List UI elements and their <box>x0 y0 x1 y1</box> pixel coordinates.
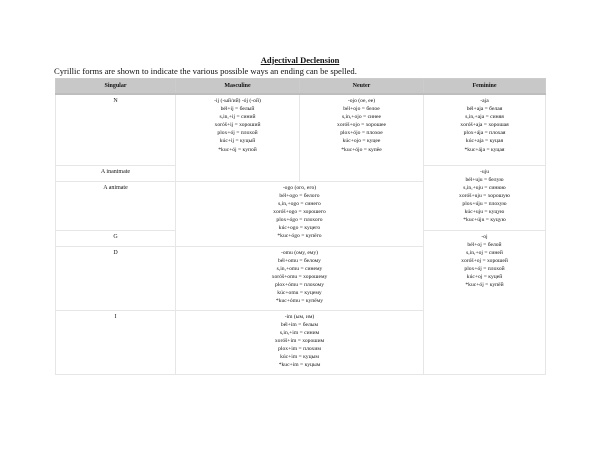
ending-label: -ogo (ого, его) <box>282 184 317 191</box>
example-line: bél+oj = белой <box>467 241 502 248</box>
example-line: bél+uju = белую <box>465 176 504 183</box>
fem-g-cell <box>424 230 546 374</box>
example-line: plox+úju = плохую <box>462 200 507 207</box>
example-line: xoróš+im = хорошим <box>274 337 325 344</box>
example-line: bél+ij = белый <box>220 106 255 113</box>
ending-label: -aja <box>480 98 489 104</box>
example-line: *kuc+ómu = купёму <box>275 298 324 305</box>
example-line: plox+im = плохим <box>278 345 321 352</box>
fem-a-cell <box>424 165 546 230</box>
example-line: bél+omu = белому <box>278 257 321 264</box>
example-line: xoróš+aja = хорошая <box>460 122 509 129</box>
ending-label: -oj <box>481 233 488 240</box>
example-line: kúc+omu = куцему <box>277 289 322 296</box>
example-line: *kuc+im = куцым <box>278 362 321 369</box>
document-title: Adjectival Declension <box>260 55 340 65</box>
example-line: s,in,+im = синим <box>279 329 320 336</box>
example-line: *kuc+ógo = купёго <box>277 233 322 240</box>
example-line: *kuc+ój = купёй <box>465 282 504 289</box>
example-line: kúc+ojo = куцее <box>342 138 381 145</box>
example-line: xoróš+omu = хорошему <box>271 273 328 280</box>
example-line: plox+ójo = плохое <box>340 130 383 137</box>
example-line: xoróš+ogo = хорошего <box>273 208 326 215</box>
header-row <box>56 79 546 95</box>
neut-n-cell <box>300 94 424 181</box>
example-line: s,in,+oj = синей <box>466 249 503 256</box>
header-singular: Singular <box>56 79 176 95</box>
header-feminine: Feminine <box>424 79 546 95</box>
example-line: plox+ój = плохой <box>217 130 258 137</box>
example-line: xoróš+oj = хорошей <box>461 257 508 264</box>
example-line: s,in,+aja = синяя <box>465 114 504 121</box>
example-line: s,in,+ogo = синего <box>278 200 321 207</box>
header-neuter: Neuter <box>300 79 424 95</box>
example-line: kúc+uju = куцую <box>464 208 505 215</box>
example-line: kúc+oj = куцей <box>466 273 503 280</box>
example-line: bél+ogo = белого <box>279 192 320 199</box>
mn-d-cell <box>176 246 424 310</box>
example-line: plox+ój = плохой <box>464 265 505 272</box>
example-line: plox+ómu = плохому <box>274 281 325 288</box>
example-line: bél+aja = белая <box>466 106 503 113</box>
ending-label: -ij (-ый/ий) -ój (-ой) <box>214 98 261 104</box>
example-line: *kuc+ój = купой <box>218 146 257 153</box>
example-line: s,in,+ojo = синее <box>341 114 381 121</box>
header-masculine: Masculine <box>176 79 300 95</box>
case-g: G <box>56 230 176 246</box>
case-a-animate: A animate <box>56 181 176 230</box>
case-d: D <box>56 246 176 310</box>
mn-g-cell <box>176 181 424 246</box>
example-line: kúc+aja = куцая <box>465 138 504 145</box>
example-line: bél+ojo = белое <box>343 106 380 113</box>
fem-n-cell <box>424 94 546 165</box>
intro-text: Cyrillic forms are shown to indicate the various possible ways an ending can be spelled. <box>54 66 357 76</box>
case-n: N <box>56 94 176 165</box>
row-nominative <box>56 94 546 165</box>
example-line: kúc+im = куцым <box>280 353 319 360</box>
masc-n-cell <box>176 94 300 181</box>
example-line: s,in,+ij = синий <box>219 114 256 121</box>
ending-label: -ojo (ое, ее) <box>347 98 376 104</box>
example-line: bél+im = белым <box>280 321 319 328</box>
example-line: *kuc+ójo = купёе <box>341 146 382 153</box>
example-line: kúc+ij = куцый <box>219 138 256 145</box>
example-line: plox+ógo = плохого <box>276 216 323 223</box>
example-line: *kuc+ája = куцая <box>464 146 505 153</box>
example-line: plox+ája = плохая <box>463 130 506 137</box>
example-line: xoróš+uju = хорошую <box>459 192 510 199</box>
case-i: I <box>56 310 176 374</box>
ending-label: -im (ым, им) <box>284 313 315 320</box>
case-a-inanimate: A inanimate <box>56 165 176 181</box>
example-line: kúc+ogo = куцего <box>278 224 321 231</box>
ending-label: -omu (ому, ему) <box>280 249 318 256</box>
ending-label: -uju <box>479 168 489 175</box>
example-line: s,in,+omu = синему <box>276 265 323 272</box>
example-line: s,in,+uju = синюю <box>463 184 506 191</box>
example-line: xoróš+ojo = хорошее <box>337 122 386 129</box>
example-line: xoróš+ij = хороший <box>214 122 261 129</box>
mn-i-cell <box>176 310 424 374</box>
declension-table <box>55 78 546 375</box>
example-line: *kuc+úju = куцую <box>463 217 506 224</box>
